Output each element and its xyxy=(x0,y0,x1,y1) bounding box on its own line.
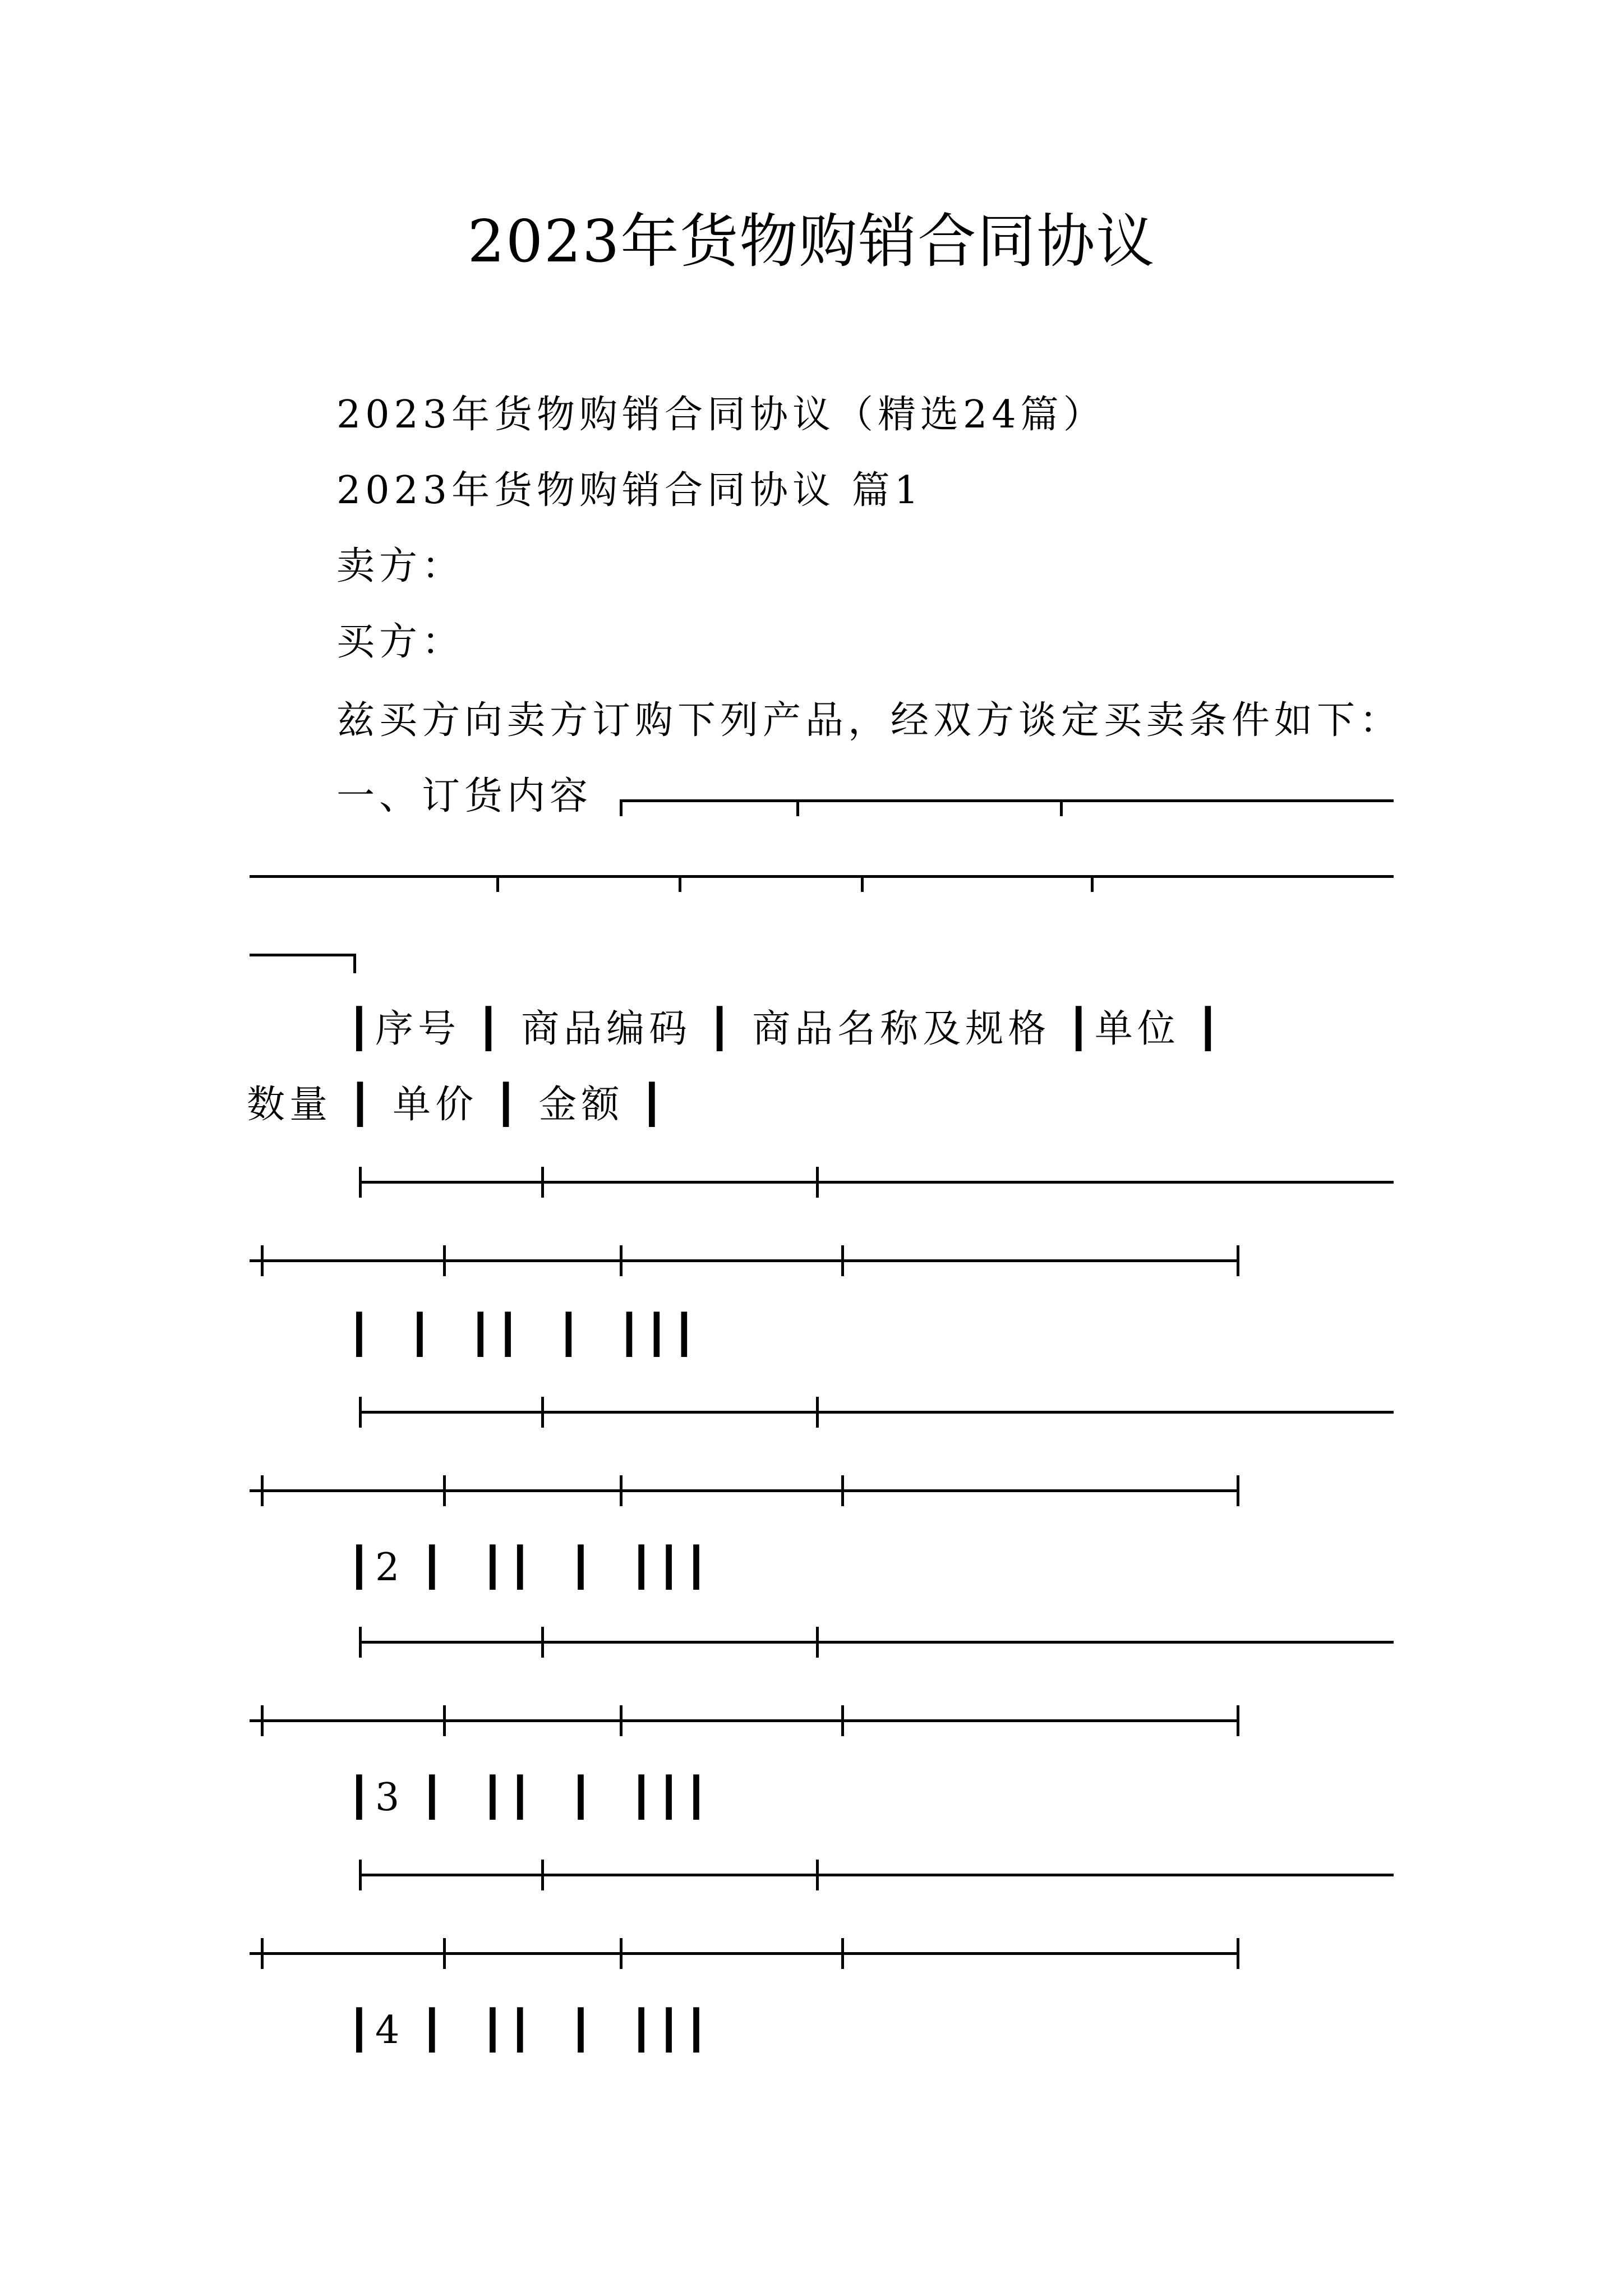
table-top-border-tick xyxy=(679,875,681,892)
table-top-border-tick xyxy=(861,875,864,892)
table-top-border-tick xyxy=(496,875,499,892)
table-top-border-cont xyxy=(250,875,1394,878)
table-separator-tick xyxy=(541,1397,544,1428)
table-top-border-tick xyxy=(620,799,623,816)
table-separator-tick xyxy=(359,1627,362,1658)
table-separator-tick xyxy=(1237,1245,1239,1276)
table-separator-tick xyxy=(443,1475,446,1506)
table-separator-tick xyxy=(620,1245,623,1276)
table-row-separator xyxy=(250,1259,1239,1262)
intro-paragraph: 兹买方向卖方订购下列产品，经双方谈定买卖条件如下： xyxy=(336,698,1403,743)
table-top-border-tick xyxy=(1060,799,1063,816)
table-top-border xyxy=(620,799,1394,802)
table-top-border-tick xyxy=(1091,875,1094,892)
table-separator-tick xyxy=(443,1705,446,1736)
table-separator-tick xyxy=(359,1397,362,1428)
table-row-separator xyxy=(359,1641,1394,1644)
table-row-separator xyxy=(250,1952,1239,1955)
table-header-line2: 数量 ┃ 单价 ┃ 金额 ┃ xyxy=(247,1083,668,1127)
section-heading: 2023年货物购销合同协议 篇1 xyxy=(336,468,923,513)
table-row: ┃2 ┃ ┃┃ ┃ ┃┃┃ xyxy=(348,1545,713,1590)
table-separator-tick xyxy=(816,1397,819,1428)
table-row-separator xyxy=(250,1489,1239,1492)
table-separator-tick xyxy=(541,1167,544,1198)
section-one-heading: 一、订货内容 xyxy=(336,774,593,818)
table-separator-tick xyxy=(443,1245,446,1276)
table-separator-tick xyxy=(541,1860,544,1890)
table-top-border-end-tick xyxy=(353,954,356,973)
table-separator-tick xyxy=(620,1705,623,1736)
document-subtitle: 2023年货物购销合同协议（精选24篇） xyxy=(336,393,1106,437)
table-separator-tick xyxy=(1237,1938,1239,1969)
table-row-separator xyxy=(359,1411,1394,1414)
table-separator-tick xyxy=(620,1475,623,1506)
table-separator-tick xyxy=(261,1938,264,1969)
table-separator-tick xyxy=(841,1245,844,1276)
table-row: ┃4 ┃ ┃┃ ┃ ┃┃┃ xyxy=(348,2008,713,2053)
table-separator-tick xyxy=(816,1167,819,1198)
table-separator-tick xyxy=(261,1475,264,1506)
table-separator-tick xyxy=(816,1627,819,1658)
table-header-line1: ┃序号 ┃ 商品编码 ┃ 商品名称及规格 ┃单位 ┃ xyxy=(348,1007,1224,1051)
table-separator-tick xyxy=(620,1938,623,1969)
table-row-separator xyxy=(359,1874,1394,1876)
buyer-label: 买方： xyxy=(336,620,465,664)
table-separator-tick xyxy=(841,1475,844,1506)
table-row: ┃ ┃ ┃┃ ┃ ┃┃┃ xyxy=(348,1313,700,1357)
table-row: ┃3 ┃ ┃┃ ┃ ┃┃┃ xyxy=(348,1775,713,1820)
table-separator-tick xyxy=(841,1938,844,1969)
table-separator-tick xyxy=(841,1705,844,1736)
table-separator-tick xyxy=(359,1167,362,1198)
table-row-separator xyxy=(250,1719,1239,1722)
table-separator-tick xyxy=(261,1705,264,1736)
table-top-border-tick xyxy=(796,799,799,816)
table-row-separator xyxy=(359,1181,1394,1184)
table-separator-tick xyxy=(443,1938,446,1969)
seller-label: 卖方： xyxy=(336,544,465,588)
table-separator-tick xyxy=(816,1860,819,1890)
table-separator-tick xyxy=(541,1627,544,1658)
table-separator-tick xyxy=(1237,1705,1239,1736)
table-separator-tick xyxy=(1237,1475,1239,1506)
document-title: 2023年货物购销合同协议 xyxy=(467,207,1156,275)
table-separator-tick xyxy=(261,1245,264,1276)
table-top-border-end xyxy=(250,954,356,956)
table-separator-tick xyxy=(359,1860,362,1890)
